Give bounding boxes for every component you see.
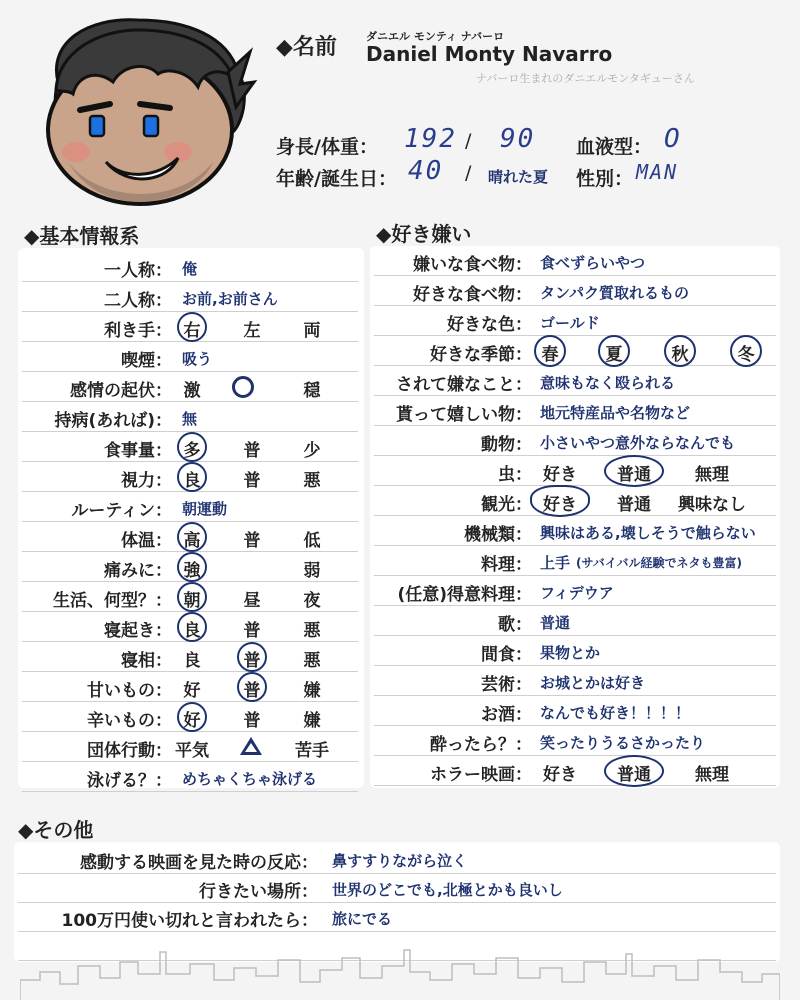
likes-option: 好き: [543, 495, 577, 515]
selected-option-heart: [530, 485, 590, 517]
basic-info-option: 夜: [303, 591, 321, 611]
basic-info-option: 普: [243, 531, 261, 551]
basic-info-row: [22, 282, 358, 312]
likes-row: [374, 276, 776, 306]
basic-info-option: 穏: [303, 381, 321, 401]
name-heading: ◆名前: [276, 35, 337, 60]
basic-info-option: 右: [183, 321, 201, 341]
likes-label: 動物：: [481, 435, 532, 455]
basic-info-value: 吸う: [182, 350, 213, 368]
basic-info-row: [22, 252, 358, 282]
season-option: 冬: [737, 345, 755, 365]
name-note: ナバーロ生まれのダニエルモンタギューさん: [476, 72, 695, 85]
likes-option: 無理: [695, 765, 729, 785]
basic-info-option: 高: [183, 531, 201, 551]
basic-info-option: 普: [243, 681, 261, 701]
likes-row: [374, 756, 776, 786]
likes-value: フィデウア: [540, 584, 614, 602]
basic-info-value: 無: [182, 410, 198, 428]
likes-value: ゴールド: [540, 314, 600, 332]
basic-info-row: [22, 612, 358, 642]
basic-info-option: 強: [183, 561, 201, 581]
likes-row: [374, 666, 776, 696]
basic-info-label: 寝起き：: [104, 621, 172, 641]
basic-info-option: 嫌: [303, 711, 321, 731]
basic-info-label: 甘いもの：: [87, 681, 172, 701]
basic-info-row: [22, 522, 358, 552]
likes-value: なんでも好き！！！！: [540, 704, 691, 722]
city-skyline-decoration: [20, 944, 780, 1000]
likes-value: 興味はある,壊しそうで触らない: [540, 524, 756, 542]
selected-season-circle: [598, 335, 630, 367]
basic-info-row: [22, 702, 358, 732]
basic-info-row: [22, 312, 358, 342]
basic-info-row: [22, 672, 358, 702]
likes-value: 小さいやつ意外ならなんでも: [540, 434, 736, 452]
selected-option-circle: [177, 552, 207, 582]
likes-value: お城とかは好き: [540, 674, 646, 692]
basic-info-row: [22, 582, 358, 612]
likes-option: 無理: [695, 465, 729, 485]
basic-info-option: 普: [243, 621, 261, 641]
basic-info-row: [22, 372, 358, 402]
basic-info-option: 悪: [303, 651, 321, 671]
basic-info-row: [22, 342, 358, 372]
basic-info-title: ◆基本情報系: [24, 224, 140, 248]
name-kana: ダニエル モンティ ナバーロ: [366, 30, 505, 43]
basic-info-option: 苦手: [295, 741, 329, 761]
other-label: 行きたい場所：: [199, 882, 318, 902]
likes-row: [374, 366, 776, 396]
season-option: 秋: [671, 345, 689, 365]
basic-info-option: 平気: [175, 741, 209, 761]
gender-label: 性別：: [576, 168, 634, 190]
likes-label: 好きな季節：: [430, 345, 532, 365]
selected-option-circle: [177, 432, 207, 462]
other-value: 旅にでる: [332, 910, 393, 928]
other-title: ◆その他: [18, 818, 94, 842]
middle-triangle-mark: [240, 737, 262, 755]
basic-info-panel: [18, 248, 364, 791]
selected-option-circle: [177, 462, 207, 492]
selected-option-circle: [237, 672, 267, 702]
likes-value-note: (サバイバル経験でネタも豊富): [576, 556, 743, 570]
birthday-value: 晴れた夏: [488, 168, 549, 186]
basic-info-option: 嫌: [303, 681, 321, 701]
basic-info-option: 少: [303, 441, 321, 461]
basic-info-label: 辛いもの：: [87, 711, 172, 731]
basic-info-option: 普: [243, 711, 261, 731]
likes-option: 普通: [617, 465, 651, 485]
basic-info-option: 普: [243, 441, 261, 461]
weight-value: 90: [500, 124, 536, 154]
likes-label: (任意)得意料理：: [397, 585, 532, 605]
basic-info-row: [22, 402, 358, 432]
likes-row: [374, 636, 776, 666]
likes-row: [374, 486, 776, 516]
basic-info-option: 好: [183, 711, 201, 731]
likes-option: 好き: [543, 765, 577, 785]
basic-info-label: ルーティン：: [71, 501, 172, 521]
basic-info-value: 俺: [182, 260, 198, 278]
basic-info-label: 一人称：: [104, 261, 172, 281]
selected-option-circle: [177, 312, 207, 342]
basic-info-row: [22, 552, 358, 582]
likes-value: 食べずらいやつ: [540, 254, 646, 272]
name-english: Daniel Monty Navarro: [366, 42, 613, 66]
middle-circle-mark: [232, 376, 254, 398]
basic-info-value: お前,お前さん: [182, 290, 278, 308]
basic-info-row: [22, 762, 358, 792]
likes-value: 笑ったりうるさかったり: [540, 734, 706, 752]
basic-info-label: 泳げる？：: [87, 771, 172, 791]
basic-info-option: 悪: [303, 471, 321, 491]
height-weight-slash: /: [465, 130, 472, 152]
likes-label: 嫌いな食べ物：: [413, 255, 532, 275]
basic-info-label: 視力：: [121, 471, 172, 491]
basic-info-label: 体温：: [121, 531, 172, 551]
other-label: 感動する映画を見た時の反応：: [80, 853, 318, 873]
selected-option-oval: [604, 455, 664, 487]
season-option: 春: [541, 345, 559, 365]
selected-option-circle: [177, 612, 207, 642]
basic-info-option: 左: [243, 321, 261, 341]
likes-label: 芸術：: [481, 675, 532, 695]
basic-info-option: 両: [303, 321, 321, 341]
other-value: 鼻すすりながら泣く: [332, 852, 468, 870]
likes-dislikes-title: ◆好き嫌い: [376, 222, 472, 246]
basic-info-label: 生活、何型？：: [53, 591, 172, 611]
likes-label: 虫：: [498, 465, 532, 485]
likes-label: 間食：: [481, 645, 532, 665]
basic-info-row: [22, 492, 358, 522]
likes-row: [374, 336, 776, 366]
selected-option-oval: [604, 755, 664, 787]
likes-label: 貰って嬉しい物：: [396, 405, 532, 425]
likes-row: [374, 246, 776, 276]
likes-option: 普通: [617, 765, 651, 785]
likes-option: 好き: [543, 465, 577, 485]
basic-info-value: めちゃくちゃ泳げる: [182, 770, 318, 788]
likes-row: [374, 456, 776, 486]
other-row: [18, 844, 776, 874]
basic-info-row: [22, 732, 358, 762]
basic-info-label: 利き手：: [104, 321, 172, 341]
basic-info-option: 多: [183, 441, 201, 461]
basic-info-option: 弱: [303, 561, 321, 581]
height-value: 192: [404, 124, 457, 154]
basic-info-label: 二人称：: [104, 291, 172, 311]
basic-info-row: [22, 432, 358, 462]
likes-row: [374, 546, 776, 576]
other-row: [18, 902, 776, 932]
likes-panel: [370, 246, 780, 788]
basic-info-option: 激: [183, 381, 201, 401]
likes-value: 果物とか: [540, 644, 601, 662]
likes-row: [374, 576, 776, 606]
basic-info-label: 喫煙：: [121, 351, 172, 371]
likes-label: 酔ったら？：: [430, 735, 532, 755]
likes-row: [374, 606, 776, 636]
basic-info-option: 好: [183, 681, 201, 701]
other-row: [18, 873, 776, 903]
season-option: 夏: [605, 345, 623, 365]
basic-info-option: 良: [183, 651, 201, 671]
character-portrait: [28, 12, 258, 212]
basic-info-label: 感情の起伏：: [70, 381, 172, 401]
likes-label: ホラー映画：: [430, 765, 532, 785]
likes-label: 好きな色：: [447, 315, 532, 335]
selected-season-circle: [664, 335, 696, 367]
likes-option: 普通: [617, 495, 651, 515]
selected-option-circle: [237, 642, 267, 672]
likes-row: [374, 726, 776, 756]
likes-value-note-wrap: [576, 553, 742, 571]
basic-info-label: 団体行動：: [87, 741, 172, 761]
age-birthday-slash: /: [465, 162, 472, 184]
other-label: 100万円使い切れと言われたら：: [61, 911, 318, 931]
likes-value: 普通: [540, 614, 571, 632]
likes-option: 興味なし: [678, 495, 746, 515]
basic-info-option: 普: [243, 471, 261, 491]
basic-info-option: 普: [243, 651, 261, 671]
age-value: 40: [408, 156, 444, 186]
likes-label: 観光：: [481, 495, 532, 515]
likes-value: 意味もなく殴られる: [540, 374, 676, 392]
basic-info-label: 寝相：: [121, 651, 172, 671]
likes-row: [374, 426, 776, 456]
likes-label: 好きな食べ物：: [413, 285, 532, 305]
gender-value: MAN: [636, 160, 679, 184]
likes-label: 歌：: [498, 615, 532, 635]
likes-label: 機械類：: [464, 525, 532, 545]
basic-info-label: 痛みに：: [104, 561, 172, 581]
likes-row: [374, 696, 776, 726]
selected-option-circle: [177, 522, 207, 552]
basic-info-row: [22, 462, 358, 492]
basic-info-option: 良: [183, 621, 201, 641]
basic-info-value: 朝運動: [182, 500, 228, 518]
likes-label: お酒：: [481, 705, 532, 725]
basic-info-option: 朝: [183, 591, 201, 611]
likes-row: [374, 516, 776, 546]
selected-option-circle: [177, 702, 207, 732]
likes-value: 地元特産品や名物など: [540, 404, 691, 422]
basic-info-option: 昼: [243, 591, 261, 611]
selected-season-circle: [730, 335, 762, 367]
basic-info-option: 低: [303, 531, 321, 551]
basic-info-row: [22, 642, 358, 672]
age-birthday-label: 年齢/誕生日：: [276, 168, 397, 190]
selected-option-circle: [177, 582, 207, 612]
basic-info-label: 持病(あれば)：: [54, 411, 172, 431]
other-value: 世界のどこでも,北極とかも良いし: [332, 881, 563, 899]
blood-type-value: O: [664, 124, 682, 154]
likes-row: [374, 306, 776, 336]
likes-label: されて嫌なこと：: [396, 375, 532, 395]
likes-row: [374, 396, 776, 426]
height-weight-label: 身長/体重：: [276, 136, 378, 158]
likes-value: タンパク質取れるもの: [540, 284, 689, 302]
basic-info-option: 悪: [303, 621, 321, 641]
blood-type-label: 血液型：: [576, 136, 653, 158]
basic-info-label: 食事量：: [104, 441, 172, 461]
likes-label: 料理：: [481, 555, 532, 575]
selected-season-circle: [534, 335, 566, 367]
basic-info-option: 良: [183, 471, 201, 491]
likes-value: 上手: [540, 554, 571, 572]
